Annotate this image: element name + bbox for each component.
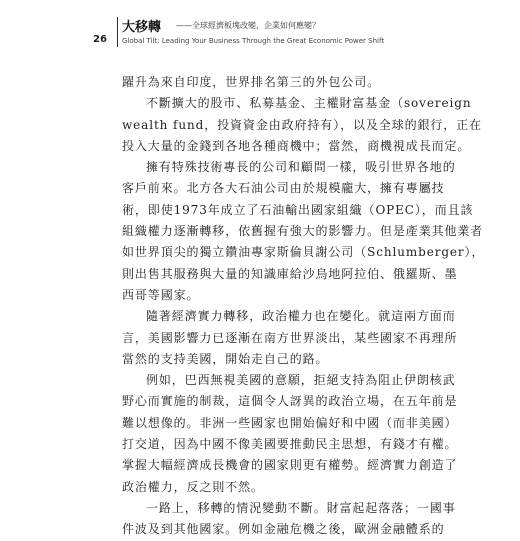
text-line: 西哥等國家。 — [122, 287, 200, 302]
text-line: wealth fund，投資資金由政府持有），以及全球的銀行，正在 — [122, 117, 483, 132]
text-line: 一路上，移轉的情況變動不斷。財富起起落落；一國事 — [146, 500, 456, 515]
book-title: 大移轉 — [122, 20, 162, 35]
text-line: 野心而實施的制裁，這個令人訝異的政治立場，在五年前是 — [122, 394, 458, 409]
text-line: 躍升為來自印度，世界排名第三的外包公司。 — [122, 75, 381, 89]
header-divider — [117, 17, 118, 47]
text-line: 隨著經濟實力轉移，政治權力也在變化。就這兩方面而 — [146, 309, 456, 324]
text-line: 擁有特殊技術專長的公司和顧問一樣，吸引世界各地的 — [146, 160, 456, 175]
text-line: 客戶前來。北方各大石油公司由於規模龐大，擁有專屬技 — [122, 181, 445, 196]
book-title-english: Global Tilt: Leading Your Business Through the Great Economic Power Shift — [122, 37, 385, 45]
page-number: 26 — [93, 34, 107, 45]
text-line: 組織權力逐漸轉移，依舊握有強大的影響力。但是產業其他業者 — [122, 224, 484, 239]
text-line: 打交道，因為中國不像美國要推動民主思想，有錢才有權。 — [122, 437, 458, 452]
text-line: 政治權力，反之則不然。 — [122, 479, 264, 494]
body-text — [122, 72, 485, 541]
text-line: 難以想像的。非洲一些國家也開始偏好和中國（而非美國） — [122, 415, 458, 430]
text-line: 如世界頂尖的獨立鑽油專家斯倫貝謝公司（Schlumberger）， — [122, 245, 485, 260]
text-line: 掌握大幅經濟成長機會的國家則更有權勢。經濟實力創造了 — [122, 458, 458, 473]
text-line: 當然的支持美國，開始走自己的路。 — [122, 351, 329, 366]
text-line: 不斷擴大的股市、私募基金、主權財富基金（sovereign — [146, 96, 472, 111]
text-line: 言，美國影響力已逐漸在南方世界淡出，某些國家不再理所 — [122, 330, 458, 345]
book-subtitle: ——全球經濟板塊改變，企業如何應變？ — [176, 21, 320, 30]
text-line: 例如，巴西無視美國的意願，拒絕支持為阻止伊朗核武 — [146, 373, 456, 388]
running-header — [0, 0, 520, 60]
text-line: 件波及到其他國家。例如金融危機之後，歐洲金融體系的 — [122, 522, 445, 537]
text-line: 則出售其服務與大量的知識庫給沙烏地阿拉伯、俄羅斯、墨 — [122, 266, 458, 281]
text-line: 術，即使1973年成立了石油輸出國家組織（OPEC），而且該 — [122, 202, 474, 217]
text-line: 投入大量的金錢到各地各種商機中；當然，商機視成長而定。 — [122, 138, 471, 153]
